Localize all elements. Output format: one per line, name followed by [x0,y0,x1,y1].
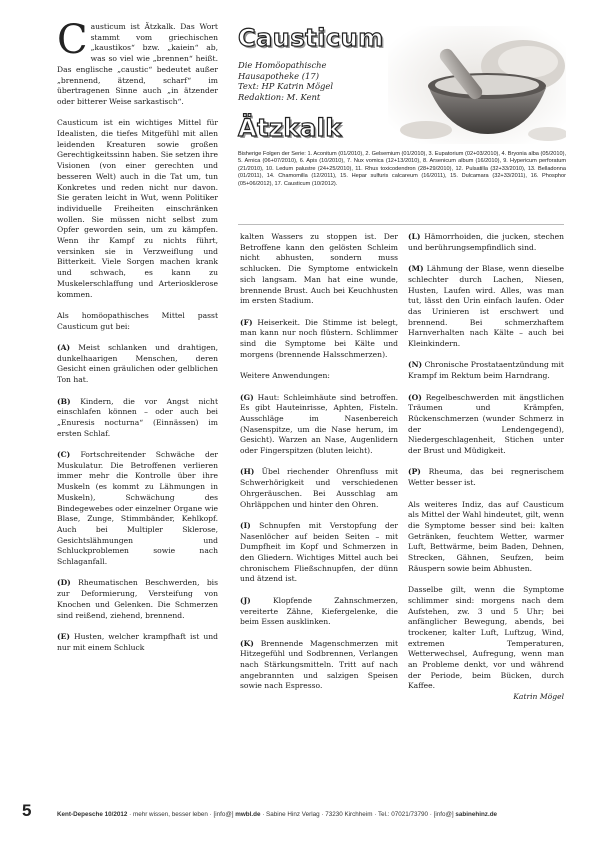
article-column-2 [240,232,398,692]
indications-intro: Als homöopathisches Mittel passt Causticum gut bei: [57,310,218,331]
indication-d: (D) Rheumatischen Beschwerden, bis zur Deformierung, Versteifung von Knochen und Gelenken. Die Schmerzen sind reißend, ziehend, brennend. [57,578,218,620]
article-column-3 [408,232,564,703]
article-title: Causticum [238,24,384,52]
better-symptoms-paragraph: Als weiteres Indiz, das auf Causticum als Mittel der Wahl hindeutet, gilt, wenn die Symptome besser sind bei: kalten Getränken, feuchtem Wetter, warmer Luft, Bettwärme, beim Baden, Dehnen, Strecken, Gähnen, Seufzen, beim Räuspern sowie beim Abhusten. [408,499,564,573]
idealist-paragraph: Causticum ist ein wichtiges Mittel für Idealisten, die tiefes Mitgefühl mit allen leidenden Kreaturen sowie großen Gerechtigkeitssinn haben. Sie setzen ihre Visionen (von einer gerechten und besseren Welt) auch in die Tat um, tun Konkretes und reden nicht nur davon. Sie geraten leicht in Wut, wenn Politiker individuelle Freiheiten einschränken wollen. Sie müssen nicht selbst zum Opfer geworden sein, um zu kämpfen. Wenn ihr Kampf zu nichts führt, versinken sie in Verzweiflung und Bitterkeit. Viele Sorgen machen krank und schwach, es kann zu Muskelerschlaffung und Arteriosklerose kommen. [57,118,218,299]
indication-c: (C) Fortschreitender Schwäche der Muskulatur. Die Betroffenen verlieren immer mehr die Kontrolle über ihre Muskeln (es kommt zu Lähmungen in Muskeln), Schwächung des Bindegewebes oder einzelner Organe wie Blase, Zunge, Stimmbänder, Kehlkopf. Auch bei Multipler Sklerose, Gesichtslähmungen und Schluckproblemen sowie nach Schlaganfall. [57,450,218,567]
indication-i: (I) Schnupfen mit Verstopfung der Nasenlöcher auf beiden Seiten – mit Dumpfheit im Kopf und Schmerzen in den Gliedern. Wichtiges Mittel auch bei chronischem Fließschnupfen, der dünn und ätzend ist. [240,520,398,584]
mortar-pestle-photo [388,26,566,144]
series-note: Bisherige Folgen der Serie: 1. Aconitum (01/2010), 2. Gelsemium (01/2010), 3. Eupatorium (02+03/2010), 4. Bryonia alba (05/2010), 5. Arnica (06+07/2010), 6. Apis (10/2010), 7. Nux vomica (12+13/2010), 8. Arsenicum album (16/2010), 9. Hypericum perforatum (21/2010), 10. Ledum palustre (24+25/2010), 11. Rhus toxicodendron (28+29/2010), 12. Pulsatilla (32+33/2010), 13. Belladonna (01/2011), 14. Chamomilla (12/2011), 15. Hepar sulfuris calcareum (16/2011), 15. Dulcamara (32+33/2011), 16. Phosphor (05+06/2012), 17. Causticum (10/2012). [238,151,566,187]
page-footer [57,811,565,818]
article-title-german: Ätzkalk [238,114,342,142]
indication-l: (L) Hämorrhoiden, die jucken, stechen und berührungsempfindlich sind. [408,232,564,252]
author-signature: Katrin Mögel [513,692,564,702]
article-header [238,24,568,224]
indication-b: (B) Kindern, die vor Angst nicht einschlafen können – oder auch bei „Enuresis nocturna“ (Einnässen) im ersten Schlaf. [57,396,218,438]
footer-issue: Kent-Depesche 10/2012 [57,811,128,818]
indication-e: (E) Husten, welcher krampfhaft ist und nur mit einem Schluck [57,631,218,652]
indication-a: (A) Meist schlanken und drahtigen, dunkelhaarigen Menschen, deren Gesicht einen gräulichen oder gelblichen Ton hat. [57,343,218,385]
further-uses-heading: Weitere Anwendungen: [240,371,330,381]
footer-slogan: · mehr wissen, besser leben · [info@] [127,811,236,818]
footer-link-mwbl[interactable]: mwbl.de [235,811,261,818]
indication-h: (H) Übel riechender Ohrenfluss mit Schwerhörigkeit und verschiedenen Ohrgeräuschen. Bei Ausschlag am Ohrläppchen und hinter den Ohren. [240,467,398,509]
cough-continuation: kalten Wassers zu stoppen ist. Der Betroffene kann den gelösten Schleim nicht abhusten, sondern muss schlucken. Die Symptome entwickeln sich langsam. Man hat eine wunde, brennende Brust. Auch bei Keuchhusten im ersten Stadium. [240,232,398,306]
article-subtitle: Die Homöopathische Hausapotheke (17) Text: HP Katrin Mögel Redaktion: M. Kent [238,60,334,102]
footer-publisher: · Sabine Hinz Verlag · 73230 Kirchheim · Tel.: 07021/73790 · [info@] [260,811,456,818]
indication-o: (O) Regelbeschwerden mit ängstlichen Träumen und Krämpfen, Rückenschmerzen (wunder Schmerz in der Lendengegend), Niedergeschlagenheit, Stichen unter der Brust und Müdigkeit. [408,392,564,456]
footer-link-sabinehinz[interactable]: sabinehinz.de [455,811,498,818]
indication-n: (N) Chronische Prostataentzündung mit Krampf im Rektum beim Harndrang. [408,360,564,381]
indication-k: (K) Brennende Magenschmerzen mit Hitzegefühl und Sodbrennen, Verlangen nach Stärkungsmitteln. Tritt auf nach angebrannten und salzigen Speisen sowie nach Espresso. [240,638,398,691]
indication-p: (P) Rheuma, das bei regnerischem Wetter besser ist. [408,467,564,488]
indication-m: (M) Lähmung der Blase, wenn dieselbe schlechter durch Lachen, Niesen, Husten, Laufen wird. Alles, was man tut, lässt den Urin einfach laufen. Oder das Urinieren ist erschwert und brennend. Bei schmerzhaftem Harnverhalten nach Kälte – auch bei Kleinkindern. [408,264,564,349]
indication-f: (F) Heiserkeit. Die Stimme ist belegt, man kann nur noch flüstern. Schlimmer sind die Symptome bei Kälte und morgens (brennende Halsschmerzen). [240,317,398,359]
drop-cap: C [57,17,88,63]
intro-paragraph: austicum ist Ätzkalk. Das Wort stammt vom griechischen „kaustikos“ bzw. „kaiein“ ab, was so viel wie „brennen“ heißt. Das englische „caustic“ bedeutet außer „brennend, ätzend, scharf“ im übertragenen Sinne auch „in ätzender oder bitterer Weise sarkastisch“. [57,22,218,106]
header-divider [238,224,564,225]
indication-g: (G) Haut: Schleimhäute sind betroffen. Es gibt Hauteinrisse, Aphten, Fisteln. Ausschläge im Nasenbereich (Nasenspitze, um die Nase herum, im Gesicht). Warzen an Nase, Augenlidern oder Fingerspitzen (bluten leicht). [240,392,398,456]
worse-symptoms-paragraph: Dasselbe gilt, wenn die Symptome schlimmer sind: morgens nach dem Aufstehen, zw. 3 und 5 Uhr; bei anfänglicher Bewegung, abends, bei trockener, kalter Luft, Luftzug, Wind, extremen Temperaturen, Wetterwechsel, Aufregung, wenn man an Probleme denkt, vor und während der Periode, beim Bücken, durch Kaffee. [408,585,564,691]
page-number: 5 [22,801,32,820]
indication-j: (J) Klopfende Zahnschmerzen, vereiterte Zähne, Kiefergelenke, die beim Essen ausklinken. [240,595,398,627]
article-column-1 [57,17,218,653]
